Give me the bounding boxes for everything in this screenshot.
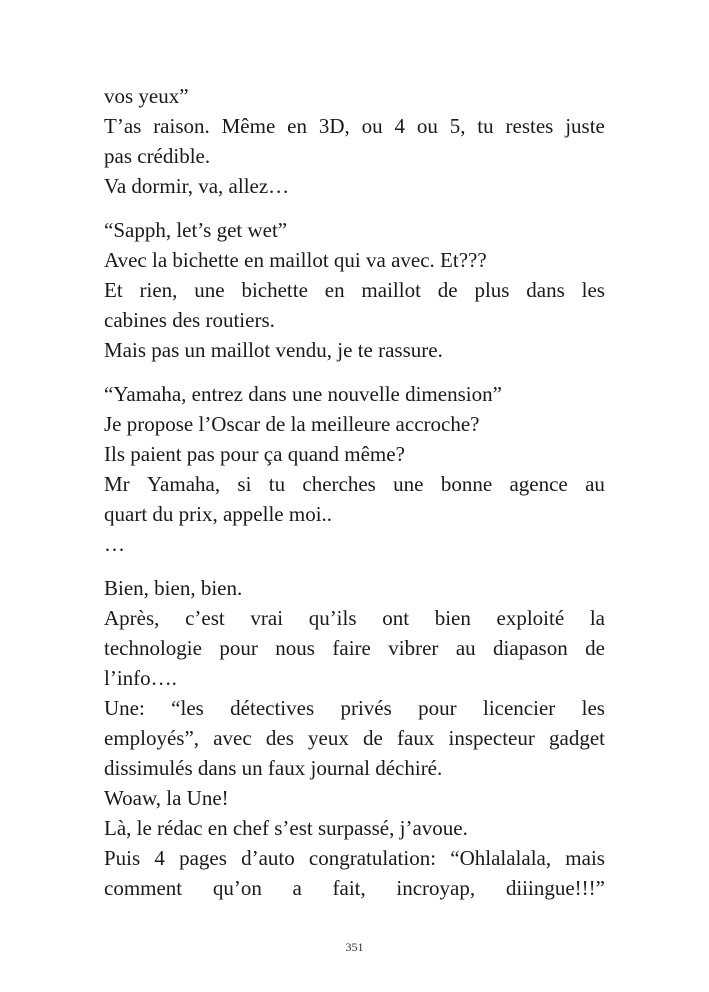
text-line: Une: “les détectives privés pour licencier les xyxy=(104,696,605,720)
paragraph xyxy=(104,81,605,201)
text-line: Là, le rédac en chef s’est surpassé, j’avoue. xyxy=(104,816,468,840)
text-line: Avec la bichette en maillot qui va avec. Et??? xyxy=(104,248,487,272)
text-line: “Sapph, let’s get wet” xyxy=(104,218,288,242)
text-line: dissimulés dans un faux journal déchiré. xyxy=(104,756,443,780)
text-line: Mais pas un maillot vendu, je te rassure. xyxy=(104,338,443,362)
text-line: employés”, avec des yeux de faux inspecteur gadget xyxy=(104,726,605,750)
text-line: l’info…. xyxy=(104,666,177,690)
text-line: Après, c’est vrai qu’ils ont bien exploité la xyxy=(104,606,605,630)
paragraph xyxy=(104,573,605,903)
text-line: Bien, bien, bien. xyxy=(104,576,243,600)
page-number: 351 xyxy=(345,940,364,954)
text-line: vos yeux” xyxy=(104,84,189,108)
text-line: Mr Yamaha, si tu cherches une bonne agence au xyxy=(104,472,605,496)
text-line: quart du prix, appelle moi.. xyxy=(104,502,333,526)
paragraph xyxy=(104,215,605,365)
text-line: Ils paient pas pour ça quand même? xyxy=(104,442,405,466)
text-line: comment qu’on a fait, incroyap, diiingue!!!” xyxy=(104,876,605,900)
text-line: “Yamaha, entrez dans une nouvelle dimension” xyxy=(104,382,502,406)
text-line: T’as raison. Même en 3D, ou 4 ou 5, tu restes juste xyxy=(104,114,605,138)
text-line: Puis 4 pages d’auto congratulation: “Ohlalalala, mais xyxy=(104,846,605,870)
paragraph xyxy=(104,379,605,559)
text-line: Je propose l’Oscar de la meilleure accroche? xyxy=(104,412,480,436)
page-body xyxy=(104,81,605,917)
text-line: technologie pour nous faire vibrer au diapason de xyxy=(104,636,605,660)
text-line: Va dormir, va, allez… xyxy=(104,174,290,198)
text-line: Woaw, la Une! xyxy=(104,786,229,810)
text-line: Et rien, une bichette en maillot de plus dans les xyxy=(104,278,605,302)
text-line: pas crédible. xyxy=(104,144,211,168)
text-line: … xyxy=(104,532,125,556)
text-line: cabines des routiers. xyxy=(104,308,275,332)
